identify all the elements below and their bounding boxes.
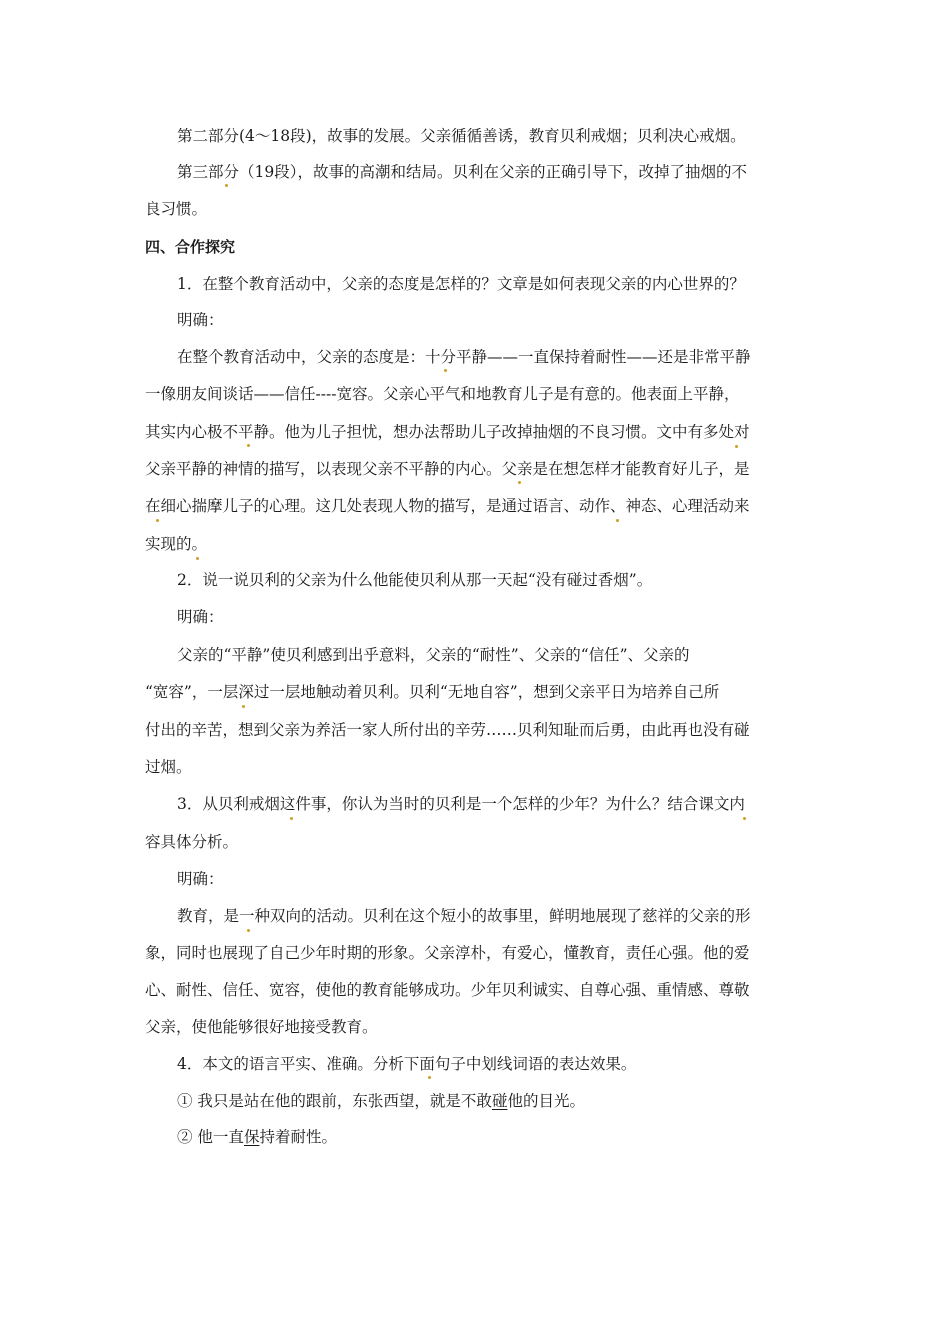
answer-2-line2: “宽容”，一层深过一层地触动着贝利。贝利“无地自容”，想到父亲平日为培养自己所 [145,683,720,701]
section4-heading: 四、合作探究 [145,238,236,256]
sentence-2 [177,1126,337,1148]
answer-1-line4: 父亲平静的神情的描写，以表现父亲不平静的内心。父亲是在想怎样才能教育好儿子，是 [145,460,750,478]
answer-1-line1: 在整个教育活动中，父亲的态度是：十分平静——一直保持着耐性——还是非常平静 [177,348,751,366]
artifact-dot [518,481,521,484]
answer-3-line3: 心、耐性、信任、宽容，使他的教育能够成功。少年贝利诚实、自尊心强、重情感、尊敬 [145,981,750,999]
answer-1-line6: 实现的。 [145,535,208,553]
answer-1-line2: 一像朋友间谈话——信任----宽容。父亲心平气和地教育儿子是有意的。他表面上平静， [145,385,740,403]
answer-3-line2: 象，同时也展现了自己少年时期的形象。父亲淳朴，有爱心，懂教育，责任心强。他的爱 [145,944,750,962]
artifact-dot [444,369,447,372]
artifact-dot [225,184,228,187]
artifact-dot [428,1076,431,1079]
artifact-dot [156,519,159,522]
question-1: 1．在整个教育活动中，父亲的态度是怎样的？文章是如何表现父亲的内心世界的？ [177,275,745,293]
answer-3-line4: 父亲，使他能够很好地接受教育。 [145,1018,378,1036]
part3-summary-line2: 良习惯。 [145,200,208,218]
answer-3-label: 明确： [177,870,224,888]
answer-1-line5: 在细心揣摩儿子的心理。这几处表现人物的描写，是通过语言、动作、神态、心理活动来 [145,497,750,515]
sentence-2-before: ② 他一直 [177,1128,244,1146]
answer-2-label: 明确： [177,608,224,626]
sentence-2-after: 持着耐性。 [259,1128,337,1146]
artifact-dot [735,445,738,448]
answer-2-line1: 父亲的“平静”使贝利感到出乎意料，父亲的“耐性”、父亲的“信任”、父亲的 [177,646,690,664]
artifact-dot [290,817,293,820]
sentence-2-underlined-word: 保 [243,1128,260,1146]
artifact-dot [247,929,250,932]
answer-1-line3: 其实内心极不平静。他为儿子担忧，想办法帮助儿子改掉抽烟的不良习惯。文中有多处对 [145,423,750,441]
sentence-1-after: 他的目光。 [507,1092,585,1110]
answer-2-line3: 付出的辛苦，想到父亲为养活一家人所付出的辛劳……贝利知耻而后勇，由此再也没有碰 [145,721,750,739]
artifact-dot [616,519,619,522]
artifact-dot [242,705,245,708]
artifact-dot [247,444,250,447]
sentence-1 [177,1090,585,1112]
sentence-1-underlined-word: 碰 [491,1092,508,1110]
artifact-dot [743,817,746,820]
answer-3-line1: 教育，是一种双向的活动。贝利在这个短小的故事里，鲜明地展现了慈祥的父亲的形 [177,907,751,925]
question-3-line2: 容具体分析。 [145,833,239,851]
question-3-line1: 3．从贝利戒烟这件事，你认为当时的贝利是一个怎样的少年？为什么？结合课文内 [177,795,745,813]
question-2: 2．说一说贝利的父亲为什么他能使贝利从那一天起“没有碰过香烟”。 [177,571,653,589]
answer-2-line4: 过烟。 [145,758,192,776]
part3-summary-line1: 第三部分（19段），故事的高潮和结局。贝利在父亲的正确引导下，改掉了抽烟的不 [177,163,747,181]
question-4: 4．本文的语言平实、准确。分析下面句子中划线词语的表达效果。 [177,1055,637,1073]
sentence-1-before: ① 我只是站在他的跟前，东张西望，就是不敢 [177,1092,492,1110]
answer-1-label: 明确： [177,311,224,329]
artifact-dot [196,557,199,560]
part2-summary: 第二部分(4～18段)，故事的发展。父亲循循善诱，教育贝利戒烟；贝利决心戒烟。 [177,127,746,145]
